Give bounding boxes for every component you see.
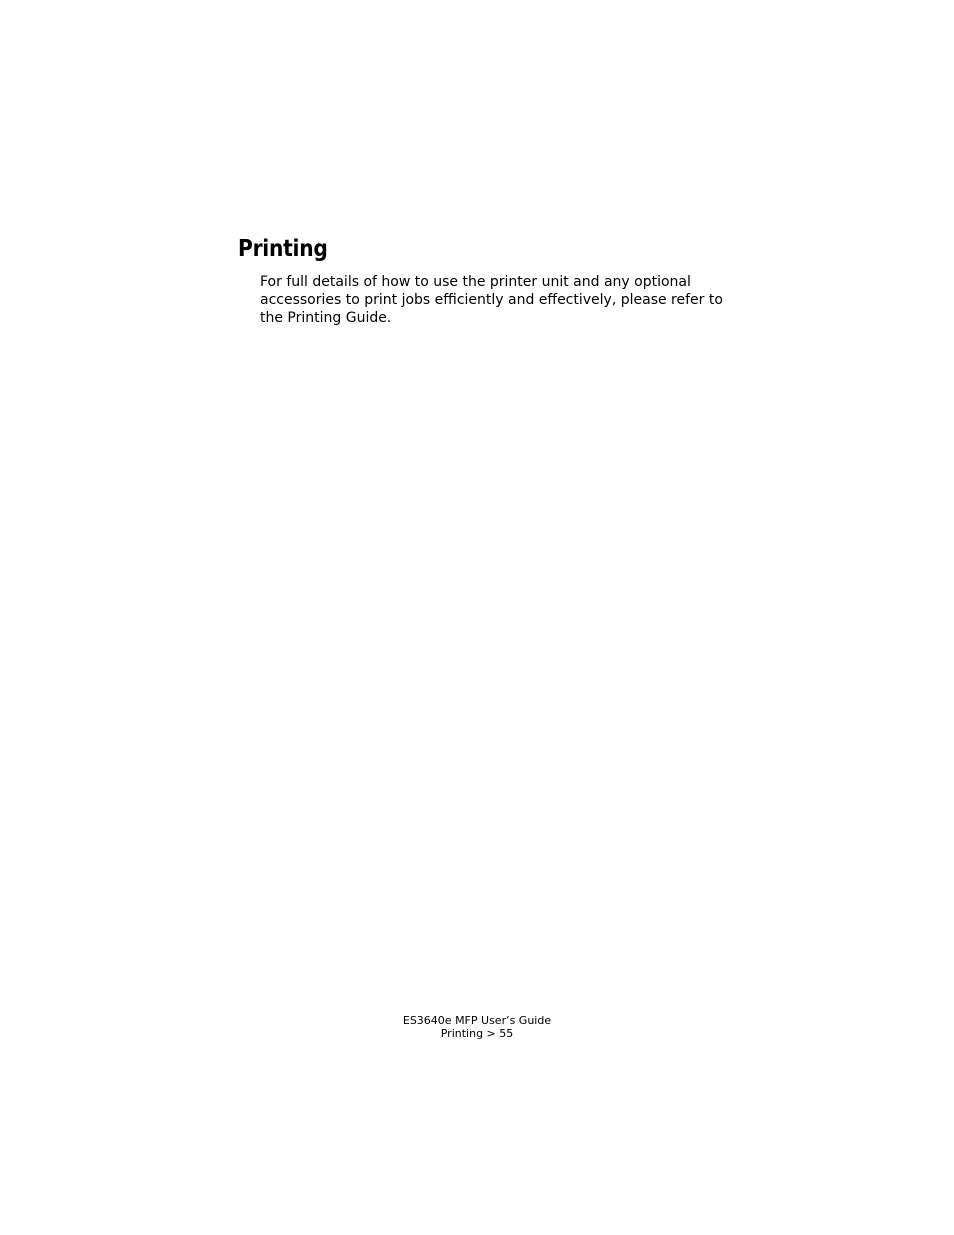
footer-page-reference: Printing > 55 bbox=[440, 1027, 514, 1040]
body-paragraph bbox=[260, 273, 730, 327]
body-line: For full details of how to use the printer unit and any optional bbox=[260, 274, 691, 290]
body-line: accessories to print jobs efficiently and effectively, please refer to bbox=[260, 292, 723, 308]
footer-guide-title: ES3640e MFP User’s Guide bbox=[402, 1014, 552, 1027]
body-line: the Printing Guide. bbox=[260, 310, 392, 326]
page-footer bbox=[0, 1014, 954, 1040]
section-heading: Printing bbox=[238, 236, 328, 262]
